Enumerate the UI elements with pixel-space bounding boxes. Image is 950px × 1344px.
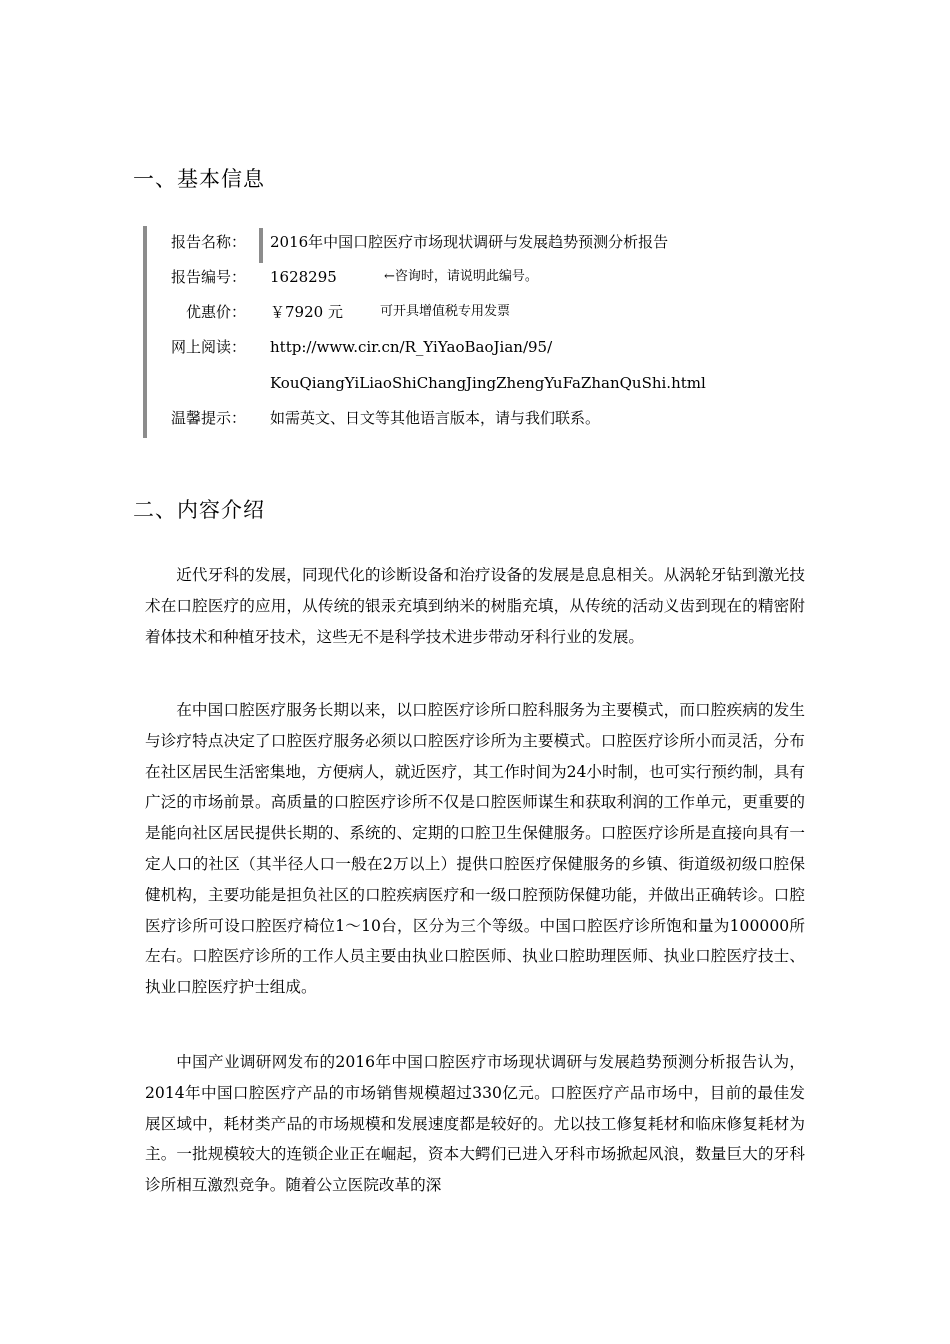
- report-name-value: 2016年中国口腔医疗市场现状调研与发展趋势预测分析报告: [270, 233, 669, 251]
- section-title-content-intro: 二、内容介绍: [133, 498, 265, 522]
- online-read-url-line1[interactable]: http://www.cir.cn/R_YiYaoBaoJian/95/: [270, 338, 553, 356]
- report-code-note: ←咨询时，请说明此编号。: [384, 269, 538, 284]
- paragraph-3: 中国产业调研网发布的2016年中国口腔医疗市场现状调研与发展趋势预测分析报告认为，2014年中国口腔医疗产品的市场销售规模超过330亿元。口腔医疗产品市场中，目前的最佳发展区域中，耗材类产品的市场规模和发展速度都是较好的。尤以技工修复耗材和临床修复耗材为主。一批规模较大的连锁企业正在崛起，资本大鳄们已进入牙科市场掀起风浪，数量巨大的牙科诊所相互激烈竞争。随着公立医院改革的深: [145, 1053, 805, 1195]
- report-code-label: 报告编号：: [170, 268, 246, 286]
- report-title-bar: [259, 228, 263, 263]
- price-value: ￥7920 元: [270, 303, 343, 321]
- paragraph-1: 近代牙科的发展，同现代化的诊断设备和治疗设备的发展是息息相关。从涡轮牙钻到激光技术在口腔医疗的应用，从传统的银汞充填到纳米的树脂充填，从传统的活动义齿到现在的精密附着体技术和种植牙技术，这些无不是科学技术进步带动牙科行业的发展。: [145, 566, 805, 646]
- tip-label: 温馨提示：: [170, 409, 246, 427]
- info-left-bar: [143, 226, 147, 438]
- report-code-value: 1628295: [270, 268, 337, 286]
- section-title-basic-info: 一、基本信息: [133, 167, 265, 191]
- online-read-label: 网上阅读：: [170, 338, 246, 356]
- report-name-label: 报告名称：: [170, 233, 246, 251]
- tip-value: 如需英文、日文等其他语言版本，请与我们联系。: [270, 409, 601, 427]
- price-note: 可开具增值税专用发票: [380, 304, 511, 319]
- online-read-url-line2[interactable]: KouQiangYiLiaoShiChangJingZhengYuFaZhanQuShi.html: [270, 374, 706, 392]
- paragraph-2: 在中国口腔医疗服务长期以来，以口腔医疗诊所口腔科服务为主要模式，而口腔疾病的发生与诊疗特点决定了口腔医疗服务必须以口腔医疗诊所为主要模式。口腔医疗诊所小而灵活，分布在社区居民生活密集地，方便病人，就近医疗，其工作时间为24小时制，也可实行预约制，具有广泛的市场前景。高质量的口腔医疗诊所不仅是口腔医师谋生和获取利润的工作单元，更重要的是能向社区居民提供长期的、系统的、定期的口腔卫生保健服务。口腔医疗诊所是直接向具有一定人口的社区（其半径人口一般在2万以上）提供口腔医疗保健服务的乡镇、街道级初级口腔保健机构，主要功能是担负社区的口腔疾病医疗和一级口腔预防保健功能，并做出正确转诊。口腔医疗诊所可设口腔医疗椅位1～10台，区分为三个等级。中国口腔医疗诊所饱和量为100000所左右。口腔医疗诊所的工作人员主要由执业口腔医师、执业口腔助理医师、执业口腔医疗技士、执业口腔医疗护士组成。: [145, 701, 805, 997]
- price-label: 优惠价：: [185, 303, 246, 321]
